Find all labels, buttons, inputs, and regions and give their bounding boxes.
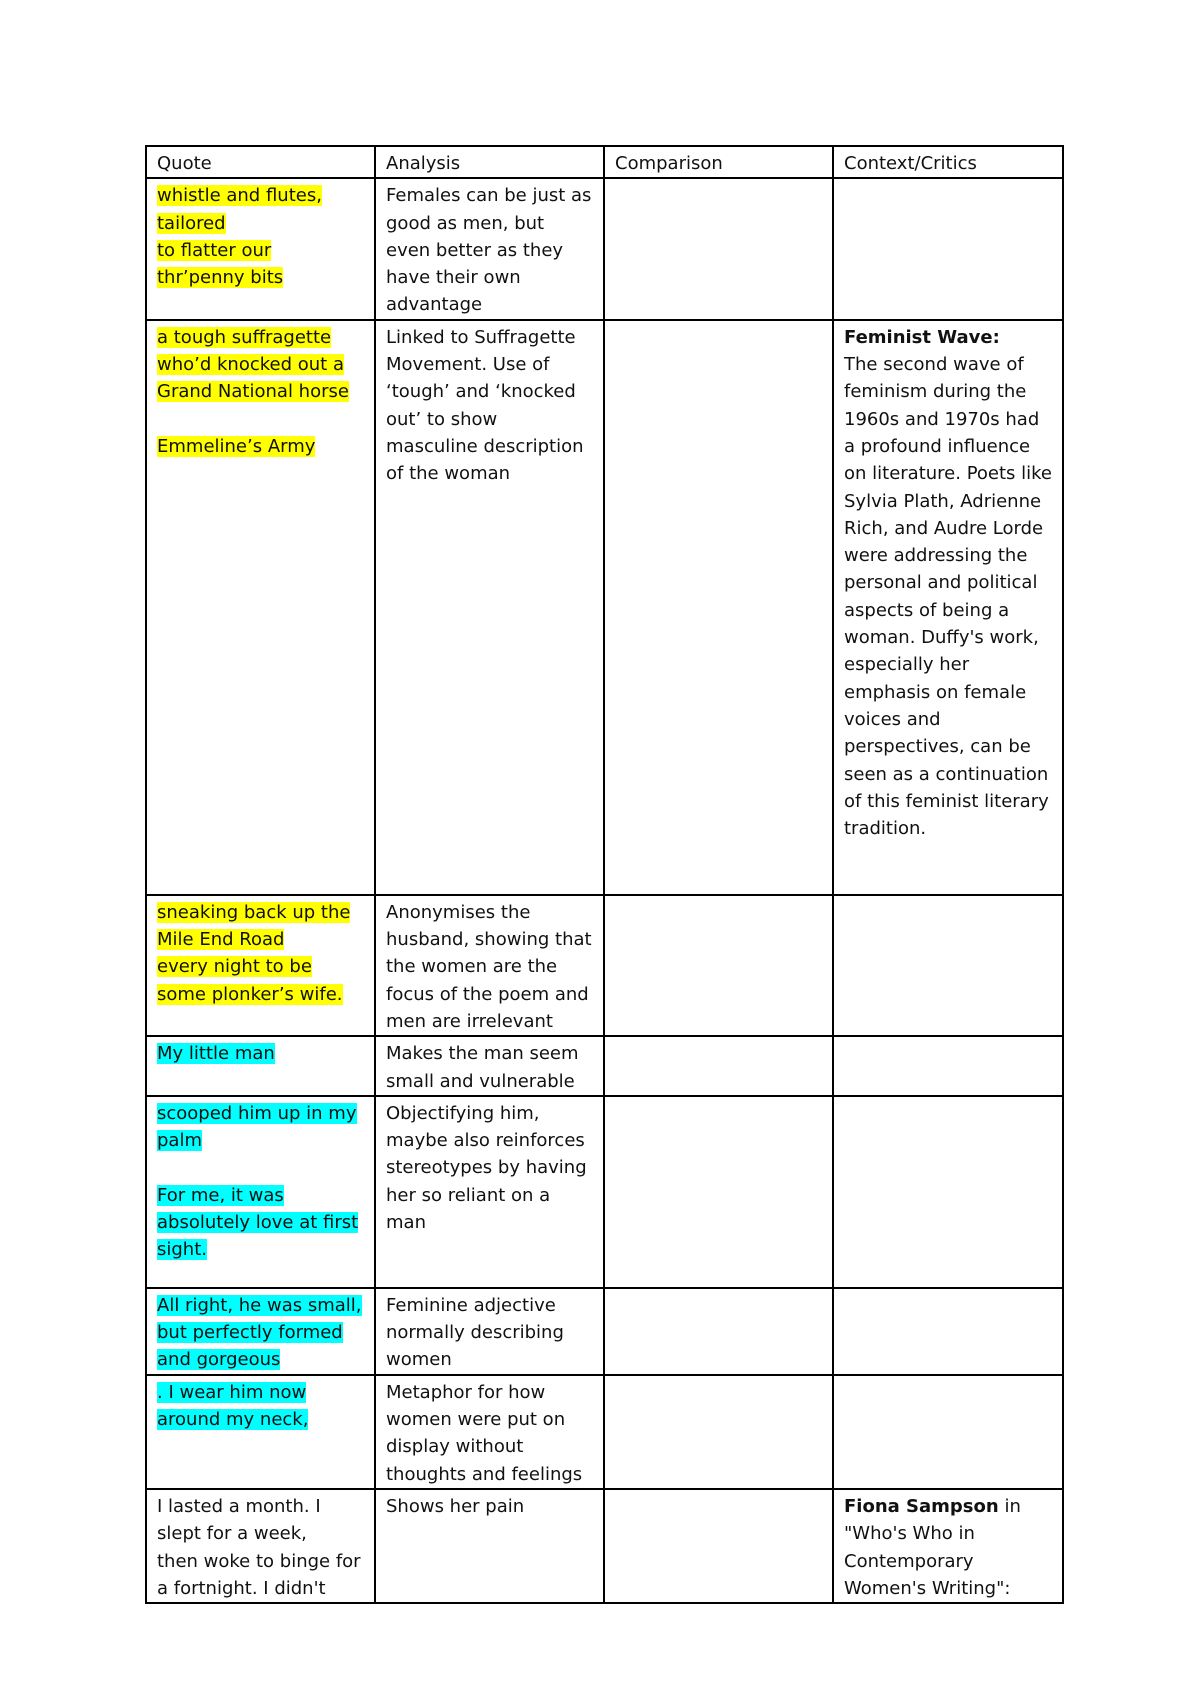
header-analysis: Analysis bbox=[375, 146, 604, 178]
context-cell bbox=[833, 1096, 1063, 1288]
quote-cell bbox=[146, 1096, 375, 1288]
critic-name-suffix: in bbox=[998, 1495, 1021, 1517]
quote-line: All right, he was small, bbox=[157, 1294, 362, 1316]
quote-cell bbox=[146, 1375, 375, 1489]
context-text: The second wave of feminism during the 1960s and 1970s had a profound influence on literature. Poets like Sylvia Plath, Adrienne Rich, and Audre Lorde were addressing the personal and political aspects of being a woman. Duffy's work, especially her emphasis on female voices and perspectives, can be seen as a continuation of this feminist literary tradition. bbox=[844, 354, 1053, 840]
table-row bbox=[146, 1288, 1063, 1375]
quote-line: whistle and flutes, bbox=[157, 185, 322, 207]
table-row bbox=[146, 1489, 1063, 1603]
quote-line: . I wear him now bbox=[157, 1381, 307, 1403]
quote-line: but perfectly formed bbox=[157, 1322, 343, 1344]
context-cell bbox=[833, 178, 1063, 319]
critic-name: Fiona Sampson bbox=[844, 1495, 999, 1517]
quote-line: who’d knocked out a bbox=[157, 354, 344, 376]
table-row bbox=[146, 178, 1063, 319]
table-row bbox=[146, 1096, 1063, 1288]
context-text: "Who's Who in Contemporary Women's Writing": bbox=[844, 1523, 1011, 1599]
comparison-cell bbox=[604, 1288, 833, 1375]
table-row bbox=[146, 1036, 1063, 1096]
analysis-cell: Females can be just as good as men, but even better as they have their own advantage bbox=[375, 178, 604, 319]
quote-line: some plonker’s wife. bbox=[157, 983, 343, 1005]
quote-line: Mile End Road bbox=[157, 929, 285, 951]
quote-line: tailored bbox=[157, 212, 226, 234]
quote-line: Emmeline’s Army bbox=[157, 435, 316, 457]
comparison-cell bbox=[604, 1375, 833, 1489]
comparison-cell bbox=[604, 1096, 833, 1288]
analysis-cell: Feminine adjective normally describing women bbox=[375, 1288, 604, 1375]
quote-line: sneaking back up the bbox=[157, 901, 351, 923]
quote-cell bbox=[146, 1288, 375, 1375]
quote-line: I lasted a month. I bbox=[157, 1495, 321, 1517]
quote-line: to flatter our bbox=[157, 239, 272, 261]
quote-line: My little man bbox=[157, 1043, 275, 1065]
context-cell bbox=[833, 1375, 1063, 1489]
quote-cell bbox=[146, 1489, 375, 1603]
comparison-cell bbox=[604, 895, 833, 1036]
quote-line: a tough suffragette bbox=[157, 326, 332, 348]
table-row bbox=[146, 1375, 1063, 1489]
quote-line: For me, it was bbox=[157, 1184, 284, 1206]
quote-line: and gorgeous bbox=[157, 1349, 281, 1371]
context-cell bbox=[833, 320, 1063, 895]
analysis-cell: Makes the man seem small and vulnerable bbox=[375, 1036, 604, 1096]
analysis-cell: Linked to Suffragette Movement. Use of ‘tough’ and ‘knocked out’ to show masculine description of the woman bbox=[375, 320, 604, 895]
analysis-cell: Shows her pain bbox=[375, 1489, 604, 1603]
quote-line: then woke to binge for bbox=[157, 1550, 361, 1572]
header-comparison: Comparison bbox=[604, 146, 833, 178]
analysis-cell: Anonymises the husband, showing that the women are the focus of the poem and men are irrelevant bbox=[375, 895, 604, 1036]
comparison-cell bbox=[604, 1489, 833, 1603]
table-header-row bbox=[146, 146, 1063, 178]
quote-cell bbox=[146, 320, 375, 895]
quote-line: palm bbox=[157, 1130, 202, 1152]
quote-cell bbox=[146, 895, 375, 1036]
quote-line: sight. bbox=[157, 1239, 207, 1261]
context-title: Feminist Wave: bbox=[844, 326, 1000, 348]
context-cell bbox=[833, 1036, 1063, 1096]
header-quote: Quote bbox=[146, 146, 375, 178]
analysis-cell: Metaphor for how women were put on display without thoughts and feelings bbox=[375, 1375, 604, 1489]
quote-line: around my neck, bbox=[157, 1409, 309, 1431]
analysis-cell: Objectifying him, maybe also reinforces stereotypes by having her so reliant on a man bbox=[375, 1096, 604, 1288]
quote-line: absolutely love at first bbox=[157, 1212, 359, 1234]
table-row bbox=[146, 895, 1063, 1036]
header-context-critics: Context/Critics bbox=[833, 146, 1063, 178]
comparison-cell bbox=[604, 320, 833, 895]
quote-line: every night to be bbox=[157, 956, 312, 978]
table-row bbox=[146, 320, 1063, 895]
analysis-table bbox=[145, 145, 1064, 1604]
quote-cell bbox=[146, 1036, 375, 1096]
quote-line: scooped him up in my bbox=[157, 1102, 357, 1124]
context-cell bbox=[833, 1489, 1063, 1603]
quote-line: a fortnight. I didn't bbox=[157, 1577, 326, 1599]
context-cell bbox=[833, 895, 1063, 1036]
quote-line: slept for a week, bbox=[157, 1523, 307, 1545]
context-cell bbox=[833, 1288, 1063, 1375]
comparison-cell bbox=[604, 1036, 833, 1096]
quote-cell bbox=[146, 178, 375, 319]
quote-line: thr’penny bits bbox=[157, 267, 284, 289]
comparison-cell bbox=[604, 178, 833, 319]
quote-line: Grand National horse bbox=[157, 381, 349, 403]
